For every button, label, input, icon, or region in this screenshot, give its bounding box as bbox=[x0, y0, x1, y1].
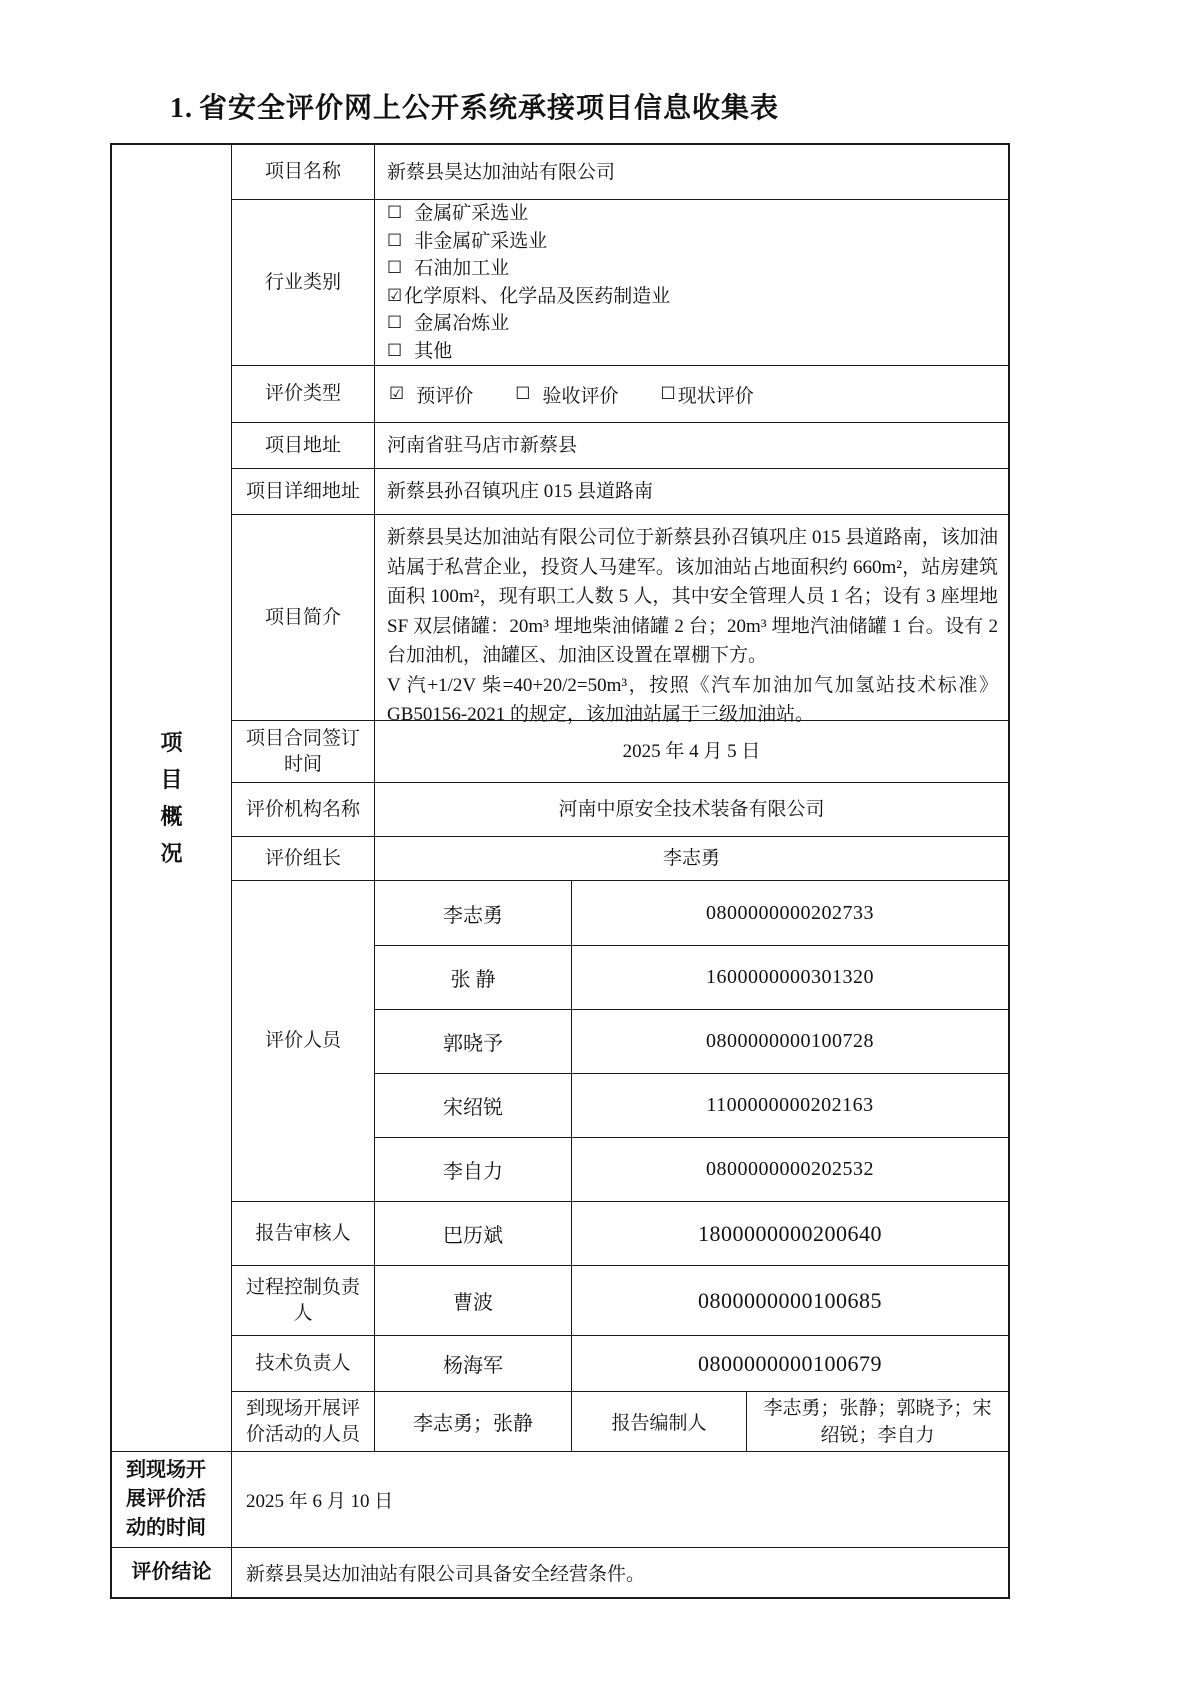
checkbox-unchecked-icon: ☐ bbox=[387, 313, 403, 333]
evaluator-id: 0800000000100728 bbox=[706, 1030, 874, 1052]
conclusion-label: 评价结论 bbox=[112, 1548, 232, 1597]
evaluator-name: 李志勇 bbox=[375, 881, 572, 945]
evaluator-name: 张 静 bbox=[375, 946, 572, 1009]
site-date-label: 到现场开展评价活动的时间 bbox=[112, 1452, 232, 1547]
agency-value: 河南中原安全技术装备有限公司 bbox=[558, 799, 825, 820]
report-reviewer-name: 巴历斌 bbox=[375, 1202, 572, 1265]
process-controller-name: 曹波 bbox=[375, 1266, 572, 1335]
team-leader-label: 评价组长 bbox=[232, 837, 375, 880]
detail-address-value: 新蔡县孙召镇巩庄 015 县道路南 bbox=[387, 481, 654, 502]
checkbox-checked-icon: ☑ bbox=[387, 285, 403, 306]
eval-type-option: ☐ 现状评价 bbox=[660, 384, 754, 407]
evaluator-row bbox=[375, 1009, 1008, 1073]
industry-option-selected: ☑ 化学原料、化学品及医药制造业 bbox=[387, 283, 1008, 311]
project-name-label: 项目名称 bbox=[232, 145, 375, 199]
report-writer-value: 李志勇；张静；郭晓予；宋绍锐；李自力 bbox=[763, 1397, 992, 1446]
site-team-label: 到现场开展评价活动的人员 bbox=[232, 1392, 375, 1451]
report-reviewer-label: 报告审核人 bbox=[232, 1202, 375, 1265]
evaluator-row bbox=[375, 881, 1008, 945]
evaluator-id: 0800000000202532 bbox=[706, 1158, 874, 1180]
eval-type-option-selected: ☑ 预评价 bbox=[389, 384, 474, 407]
checkbox-unchecked-icon: ☐ bbox=[387, 230, 403, 251]
conclusion-row bbox=[112, 1547, 1008, 1597]
address-value: 河南省驻马店市新蔡县 bbox=[387, 435, 578, 456]
evaluator-name: 宋绍锐 bbox=[375, 1074, 572, 1137]
industry-option: ☐ 其他 bbox=[387, 338, 1008, 366]
evaluators-row bbox=[232, 880, 1008, 1201]
report-reviewer-id: 1800000000200640 bbox=[698, 1220, 882, 1246]
tech-leader-id: 0800000000100679 bbox=[698, 1350, 882, 1376]
report-writer-label: 报告编制人 bbox=[572, 1392, 747, 1451]
site-team-value: 李志勇；张静 bbox=[375, 1392, 572, 1451]
process-controller-label: 过程控制负责人 bbox=[232, 1266, 375, 1335]
tech-leader-label: 技术负责人 bbox=[232, 1336, 375, 1391]
checkbox-unchecked-icon: ☐ bbox=[515, 384, 531, 404]
detail-address-row bbox=[232, 468, 1008, 514]
industry-option: ☐ 金属冶炼业 bbox=[387, 310, 1008, 338]
intro-text bbox=[375, 515, 1008, 725]
team-leader-value: 李志勇 bbox=[662, 848, 720, 869]
address-row bbox=[232, 422, 1008, 468]
agency-row bbox=[232, 782, 1008, 836]
evaluator-id: 0800000000202733 bbox=[706, 901, 874, 924]
title-text: 省安全评价网上公开系统承接项目信息收集表 bbox=[199, 92, 780, 123]
industry-row bbox=[232, 199, 1008, 365]
industry-option: ☐ 金属矿采选业 bbox=[387, 200, 1008, 228]
project-name-row bbox=[232, 145, 1008, 199]
intro-row bbox=[232, 514, 1008, 725]
process-controller-id: 0800000000100685 bbox=[698, 1287, 882, 1313]
address-label: 项目地址 bbox=[232, 423, 375, 468]
eval-type-label: 评价类型 bbox=[232, 366, 375, 422]
eval-type-row bbox=[232, 365, 1008, 422]
report-reviewer-row bbox=[232, 1201, 1008, 1265]
checkbox-unchecked-icon: ☐ bbox=[387, 203, 403, 223]
site-date-value: 2025 年 6 月 10 日 bbox=[246, 1491, 394, 1512]
tech-leader-name: 杨海军 bbox=[375, 1336, 572, 1391]
evaluator-id: 1100000000202163 bbox=[706, 1094, 874, 1116]
industry-option: ☐ 石油加工业 bbox=[387, 255, 1008, 283]
eval-type-options bbox=[375, 366, 1008, 422]
contract-date-label: 项目合同签订时间 bbox=[232, 721, 375, 782]
evaluator-name: 李自力 bbox=[375, 1138, 572, 1201]
intro-paragraph-1: 新蔡县昊达加油站有限公司位于新蔡县孙召镇巩庄 015 县道路南，该加油站属于私营企业，投资人马建军。该加油站占地面积约 660m²，站房建筑面积 100m²，现有职工人数 5 人，其中安全管理人员 1 名；设有 3 座埋地 SF 双层储罐：20m³ 埋地柴油储罐 2 台；20m³ 埋地汽油储罐 1 台。设有 2 台加油机，油罐区、加油区设置在罩棚下方。 bbox=[387, 527, 998, 666]
evaluator-row bbox=[375, 945, 1008, 1009]
evaluator-id: 1600000000301320 bbox=[706, 966, 874, 988]
intro-paragraph-2: V 汽+1/2V 柴=40+20/2=50m³，按照《汽车加油加气加氢站技术标准》GB50156-2021 的规定，该加油站属于三级加油站。 bbox=[387, 674, 998, 725]
industry-options bbox=[375, 200, 1008, 365]
tech-leader-row bbox=[232, 1335, 1008, 1391]
evaluator-row bbox=[375, 1073, 1008, 1137]
eval-type-option: ☐ 验收评价 bbox=[515, 384, 619, 407]
team-leader-row bbox=[232, 836, 1008, 880]
site-team-row bbox=[232, 1391, 1008, 1451]
checkbox-unchecked-icon: ☐ bbox=[660, 384, 676, 404]
contract-date-row bbox=[232, 720, 1008, 782]
info-table bbox=[110, 143, 1010, 1599]
contract-date-value: 2025 年 4 月 5 日 bbox=[622, 741, 761, 762]
section-label: 项目概况 bbox=[160, 730, 183, 866]
site-date-row bbox=[112, 1451, 1008, 1547]
conclusion-value: 新蔡县昊达加油站有限公司具备安全经营条件。 bbox=[246, 1564, 646, 1585]
checkbox-checked-icon: ☑ bbox=[389, 384, 405, 404]
title-number: 1. bbox=[170, 93, 193, 124]
evaluator-row bbox=[375, 1137, 1008, 1201]
process-controller-row bbox=[232, 1265, 1008, 1335]
project-name-value: 新蔡县昊达加油站有限公司 bbox=[387, 161, 616, 183]
detail-address-label: 项目详细地址 bbox=[232, 469, 375, 514]
industry-option: ☐ 非金属矿采选业 bbox=[387, 228, 1008, 256]
checkbox-unchecked-icon: ☐ bbox=[387, 258, 403, 278]
industry-label: 行业类别 bbox=[232, 200, 375, 365]
agency-label: 评价机构名称 bbox=[232, 783, 375, 836]
intro-label: 项目简介 bbox=[232, 515, 375, 720]
page-title bbox=[170, 86, 779, 126]
evaluator-name: 郭晓予 bbox=[375, 1010, 572, 1073]
section-label-cell bbox=[112, 145, 232, 1451]
evaluators-label: 评价人员 bbox=[232, 881, 375, 1201]
checkbox-unchecked-icon: ☐ bbox=[387, 340, 403, 361]
